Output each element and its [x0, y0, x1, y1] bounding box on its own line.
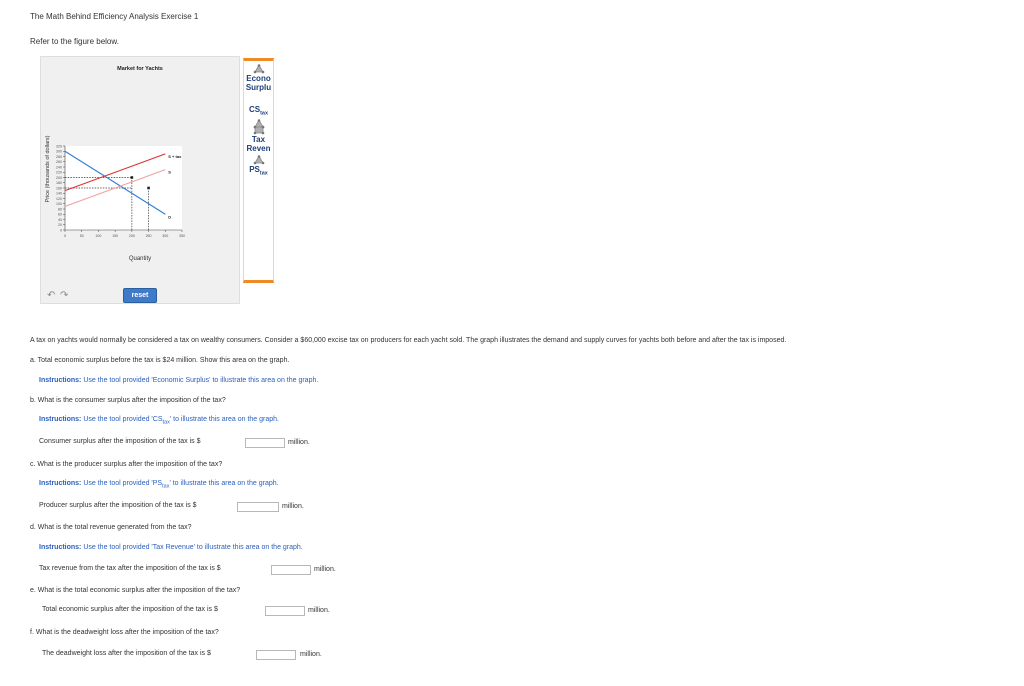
y-tick-label: 200: [56, 175, 62, 180]
question-a: a. Total economic surplus before the tax is $24 million. Show this area on the graph.: [30, 357, 290, 364]
y-tick-label: 180: [56, 181, 62, 186]
answer-b-prefix: Consumer surplus after the imposition of the tax is $: [39, 438, 201, 445]
equilibrium-point: [131, 176, 134, 179]
undo-icon[interactable]: ↶: [47, 290, 56, 301]
instr-text-end: ' to illustrate this area on the graph.: [169, 416, 279, 423]
instr-label: Instructions:: [39, 544, 82, 551]
y-tick-label: 280: [56, 154, 62, 159]
x-axis-label: Quantity: [128, 256, 152, 262]
y-tick-label: 240: [56, 165, 62, 170]
y-tick-label: 220: [56, 170, 62, 175]
instr-sub: tax: [162, 419, 170, 426]
tool-label-cs: [244, 105, 273, 119]
y-tick-label: 20: [58, 223, 62, 228]
y-tick-label: 160: [56, 186, 62, 191]
tool-tax-revenue[interactable]: [244, 125, 273, 153]
instr-text-end: ' to illustrate this area on the graph.: [169, 480, 279, 487]
question-c: c. What is the producer surplus after the imposition of the tax?: [30, 461, 223, 468]
answer-f-suffix: million.: [300, 651, 322, 658]
instr-label: Instructions:: [39, 480, 82, 487]
question-intro: A tax on yachts would normally be considered a tax on wealthy consumers. Consider a $60,000 excise tax on producers for each yacht sold. The graph illustrates the demand and supply curves for yachts both before and after the tax is imposed.: [30, 337, 787, 344]
x-tick-label: 150: [112, 234, 119, 238]
question-f: f. What is the deadweight loss after the imposition of the tax?: [30, 629, 219, 636]
tool-label-line2: Surplu: [245, 83, 272, 92]
x-tick-label: 200: [128, 234, 135, 238]
answer-e-prefix: Total economic surplus after the imposition of the tax is $: [42, 606, 218, 613]
ps-sub: tax: [259, 170, 268, 177]
question-e: e. What is the total economic surplus after the imposition of the tax?: [30, 587, 241, 594]
y-tick-label: 120: [56, 196, 62, 201]
instr-label: Instructions:: [39, 377, 82, 384]
instructions-b: [39, 416, 279, 425]
x-tick-label: 0: [64, 234, 66, 238]
market-chart[interactable]: [41, 57, 239, 287]
reset-button[interactable]: reset: [123, 288, 157, 303]
cs-main: CS: [248, 105, 261, 114]
tool-label-line1: Tax: [251, 135, 266, 144]
x-tick-label: 100: [95, 234, 102, 238]
tool-panel: [243, 58, 274, 283]
curve-label: S: [168, 169, 171, 175]
y-axis-label: Price (thousands of dollars): [45, 135, 51, 203]
answer-e-suffix: million.: [308, 607, 330, 614]
consumer-surplus-input[interactable]: [245, 438, 285, 448]
x-tick-label: 350: [179, 234, 186, 238]
instr-text: Use the tool provided 'CS: [81, 416, 163, 423]
rectangle-tool-icon: [252, 125, 266, 135]
tool-label-line1: Econo: [246, 74, 271, 83]
redo-icon[interactable]: ↷: [60, 290, 69, 301]
y-tick-label: 140: [56, 191, 62, 196]
y-tick-label: 40: [58, 217, 62, 222]
y-tick-label: 0: [60, 228, 62, 233]
question-d: d. What is the total revenue generated from the tax?: [30, 524, 192, 531]
y-tick-label: 300: [56, 149, 62, 154]
instructions-d: [39, 544, 303, 551]
triangle-tool-icon: [252, 155, 266, 165]
instr-sub: tax: [162, 483, 170, 490]
curve-label: D: [168, 214, 172, 220]
answer-c-prefix: Producer surplus after the imposition of the tax is $: [39, 502, 197, 509]
ps-main: PS: [249, 165, 260, 174]
answer-d-prefix: Tax revenue from the tax after the imposition of the tax is $: [39, 565, 221, 572]
tool-ps-tax[interactable]: [244, 155, 273, 179]
answer-d-suffix: million.: [314, 566, 336, 573]
answer-b-suffix: million.: [288, 439, 310, 446]
x-tick-label: 250: [145, 234, 152, 238]
tool-label-line2: Reven: [246, 144, 271, 153]
tax-revenue-input[interactable]: [271, 565, 311, 575]
y-tick-label: 320: [56, 144, 62, 149]
chart-title: Market for Yachts: [117, 66, 163, 72]
y-tick-label: 260: [56, 160, 62, 165]
refer-text: Refer to the figure below.: [30, 37, 119, 46]
triangle-tool-icon: [252, 64, 266, 74]
y-tick-label: 100: [56, 202, 62, 207]
deadweight-loss-input[interactable]: [256, 650, 296, 660]
page-title: The Math Behind Efficiency Analysis Exercise 1: [30, 12, 199, 21]
instr-text: Use the tool provided 'PS: [81, 480, 163, 487]
y-tick-label: 80: [58, 207, 62, 212]
cs-sub: tax: [260, 110, 269, 117]
instructions-c: [39, 480, 279, 489]
x-tick-label: 50: [79, 234, 84, 238]
instr-text: Use the tool provided 'Tax Revenue' to illustrate this area on the graph.: [81, 544, 303, 551]
total-surplus-input[interactable]: [265, 606, 305, 616]
question-b: b. What is the consumer surplus after the imposition of the tax?: [30, 397, 226, 404]
equilibrium-point: [147, 187, 150, 190]
x-tick-label: 300: [162, 234, 169, 238]
answer-c-suffix: million.: [282, 503, 304, 510]
instructions-a: [39, 377, 318, 384]
curve-label: S + tax: [168, 153, 182, 159]
instr-label: Instructions:: [39, 416, 82, 423]
tool-economic-surplus[interactable]: [244, 64, 273, 92]
tool-label-ps: [244, 165, 273, 179]
instr-text: Use the tool provided 'Economic Surplus' to illustrate this area on the graph.: [81, 377, 319, 384]
graph-panel: [40, 56, 240, 304]
answer-f-prefix: The deadweight loss after the imposition of the tax is $: [42, 650, 211, 657]
producer-surplus-input[interactable]: [237, 502, 279, 512]
y-tick-label: 60: [58, 212, 62, 217]
